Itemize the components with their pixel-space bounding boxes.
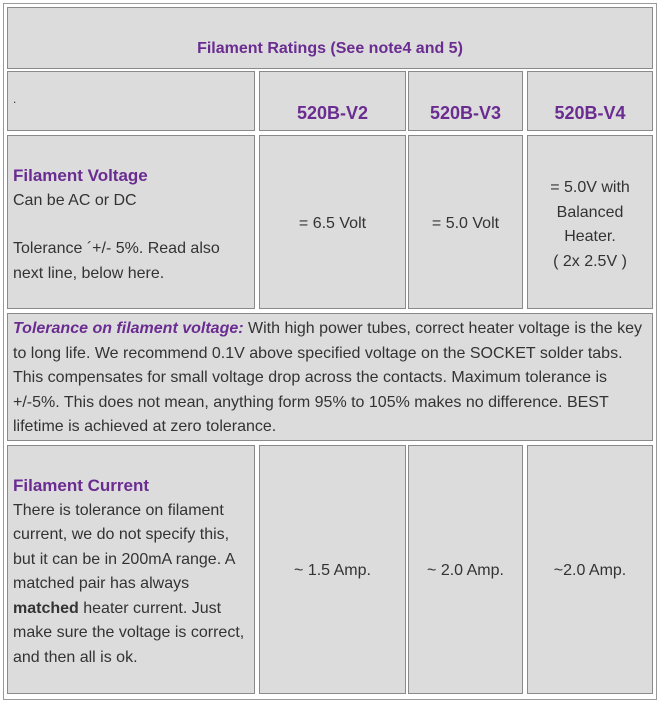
column-header-v2-label: 520B-V2	[296, 103, 369, 123]
column-header-v3	[408, 71, 523, 131]
table-title-cell	[7, 7, 653, 69]
tolerance-cell	[7, 313, 653, 441]
filament-current-v3: ~ 2.0 Amp.	[427, 562, 504, 579]
filament-current-v2-cell	[259, 445, 406, 694]
tolerance-text: With high power tubes, correct heater voltage is the key to long life. We recommend 0.1V above specified voltage on the SOCKET solder tabs. This compensates for small voltage drop across the contacts. Maximum tolerance is +/-5%. This does not mean, anything form 95% to 105% makes no difference. BEST lifetime is achieved at zero tolerance.	[13, 320, 642, 435]
filament-voltage-v3-cell	[408, 135, 523, 309]
filament-voltage-v2: = 6.5 Volt	[298, 215, 367, 232]
filament-current-label: Filament Current	[13, 476, 150, 495]
table-title: Filament Ratings (See note4 and 5)	[197, 40, 463, 57]
column-header-v3-label: 520B-V3	[429, 103, 502, 123]
filament-current-paragraph	[13, 499, 250, 671]
filament-voltage-label-cell	[7, 135, 255, 309]
filament-current-v4-cell	[527, 445, 653, 694]
filament-current-text-bold: matched	[13, 599, 79, 617]
filament-voltage-v4	[528, 176, 652, 274]
corner-text: .	[13, 92, 17, 106]
filament-voltage-v4-line: = 5.0V with	[550, 179, 630, 196]
corner-cell	[7, 71, 255, 131]
filament-current-v4: ~2.0 Amp.	[553, 562, 627, 579]
tolerance-label: Tolerance on filament voltage:	[13, 320, 244, 337]
tolerance-paragraph	[13, 317, 646, 440]
filament-current-text-after: heater current. Just make sure the voltage is correct, and then all is ok.	[13, 599, 245, 666]
filament-current-v3-cell	[408, 445, 523, 694]
filament-voltage-v4-cell	[527, 135, 653, 309]
filament-voltage-v4-line: Heater.	[564, 228, 616, 245]
filament-voltage-v3: = 5.0 Volt	[431, 215, 500, 232]
filament-voltage-line2: Tolerance ´+/- 5%. Read also next line, below here.	[13, 240, 220, 282]
filament-voltage-v2-cell	[259, 135, 406, 309]
column-header-v4-label: 520B-V4	[554, 103, 626, 123]
filament-voltage-v4-line: ( 2x 2.5V )	[553, 252, 627, 270]
filament-voltage-v4-line: Balanced	[556, 203, 624, 221]
filament-voltage-line1: Can be AC or DC	[13, 191, 137, 209]
filament-current-v2: ~ 1.5 Amp.	[294, 562, 371, 579]
filament-voltage-label: Filament Voltage	[13, 166, 148, 185]
filament-current-label-cell	[7, 445, 255, 694]
column-header-v4	[527, 71, 653, 131]
filament-current-text-before: There is tolerance on filament current, we do not specify this, but it can be in 200mA range. A matched pair has always	[13, 501, 235, 592]
column-header-v2	[259, 71, 406, 131]
